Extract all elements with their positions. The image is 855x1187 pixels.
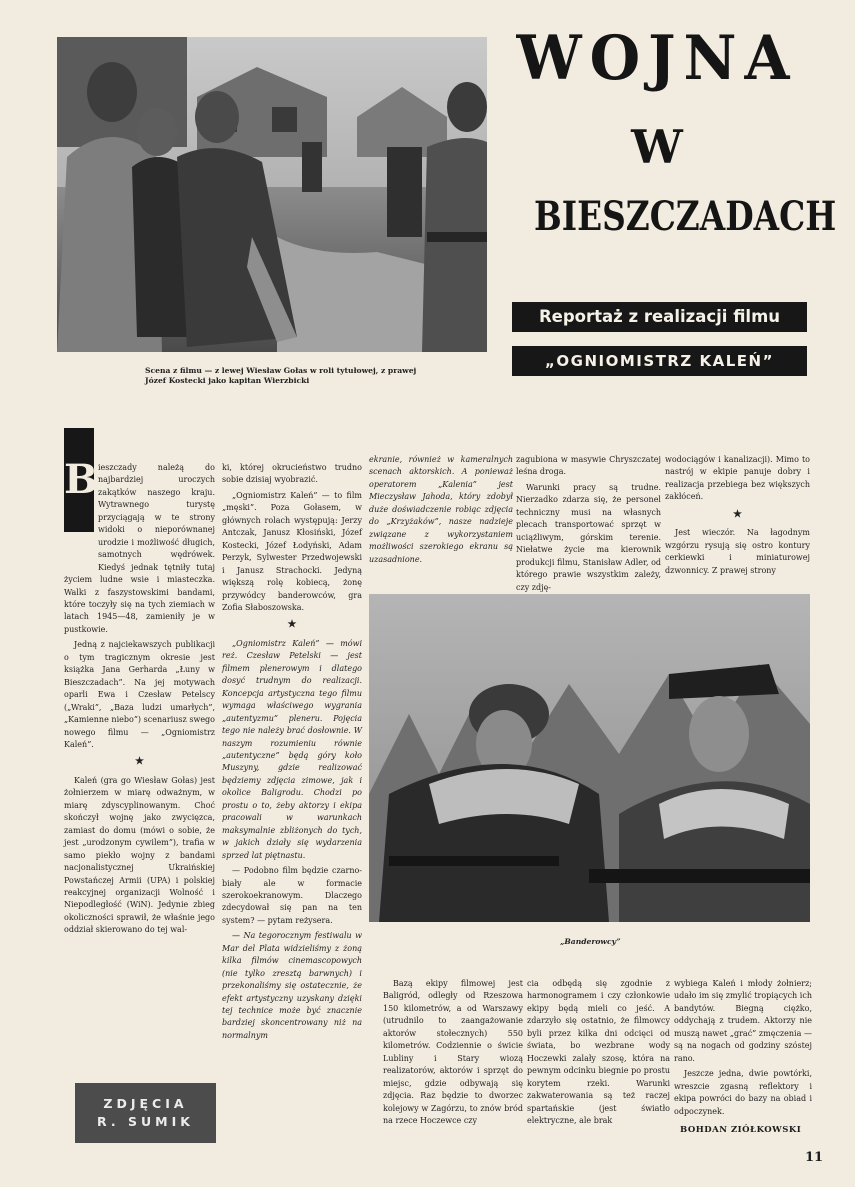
- article-column-7: [527, 978, 670, 1144]
- banderowcy-photo: [369, 594, 810, 922]
- article-column-8: [674, 978, 812, 1118]
- article-paragraph: Jest wieczór. Na łagodnym wzgórzu rysują się ostro kontury cerkiewki i miniaturowej dzwonnicy. Z prawej strony: [665, 528, 810, 575]
- photo-credit-label: ZDJĘCIA: [103, 1096, 188, 1111]
- article-paragraph: wybiega Kaleń i młody żołnierz; udało im się zmylić tropiących ich bandytów. Biegną ciężko, oddychają z trudem. Aktorzy nie muszą nawet „grać” zmęczenia — są na nogach od godziny szóstej rano.: [674, 979, 812, 1063]
- section-star: ★: [287, 619, 297, 631]
- bottom-photo-caption: „Banderowcy”: [560, 937, 621, 946]
- article-paragraph: Jeszcze jedna, dwie powtórki, wreszcie zgasną reflektory i ekipa powróci do bazy na obiad i odpoczynek.: [674, 1069, 812, 1116]
- article-paragraph: Jedną z najciekawszych publikacji o tym tragicznym okresie jest książka Jana Gerharda „Łuny w Bieszczadach”. Na jej motywach oparli Ewa i Czesław Petelscy („Wraki”, „Baza ludzi umarłych”, „Kamienne niebo”) scenariusz swego nowego filmu — „Ogniomistrz Kaleń”.: [64, 640, 215, 749]
- article-paragraph: wodociągów i kanalizacji). Mimo to nastrój w ekipie panuje dobry i realizacja przebiega bez większych zakłóceń.: [665, 455, 810, 502]
- article-paragraph: „Ogniomistrz Kaleń” — mówi reż. Czesław Petelski — jest filmem plenerowym i dlatego dosyć trudnym do realizacji. Koncepcja artystyczna tego filmu wymaga właściwego wygrania „autentyzmu” pleneru. Pojęcia tego nie należy brać dosłownie. W naszym rozumieniu równie „autentyczne” będą góry koło Muszyny, gdzie realizować będziemy zdjęcia zimowe, jak i okolice Baligrodu. Chodzi po prostu o to, żeby aktorzy i ekipa pracowali w warunkach maksymalnie zbliżonych do tych, w jakich działy się wydarzenia sprzed lat piętnastu.: [222, 638, 362, 860]
- subtitle-bar-film-title: „OGNIOMISTRZ KALEŃ”: [512, 346, 807, 376]
- article-paragraph: zagubiona w masywie Chryszczatej leśna droga.: [516, 455, 661, 477]
- headline-bieszczadach: BIESZCZADACH: [534, 193, 837, 240]
- subtitle-bar-report: Reportaż z realizacji filmu: [512, 302, 807, 332]
- article-paragraph: ki, której okrucieństwo trudno sobie dzisiaj wyobrazić.: [222, 463, 362, 485]
- film-scene-illustration: [57, 37, 487, 352]
- article-paragraph: ieszczady należą do najbardziej uroczych zakątków naszego kraju. Wytrawnego turystę przyciągają w te strony widoki o nieporównanej urodzie i możliwość długich, samotnych wędrówek. Kiedyś jednak tętniły tutaj życiem ludne wsie i miasteczka. Walki z faszystowskimi bandami, które toczyły się na tych ziemiach w latach 1945—48, zamieniły je w pustkowie.: [64, 463, 215, 634]
- section-star: ★: [135, 756, 144, 768]
- article-paragraph: — Podobno film będzie czarno-biały ale w formacie szerokoekranowym. Dlaczego zdecydował się pan na ten system? — pytam reżysera.: [222, 866, 362, 925]
- author-byline: BOHDAN ZIÓŁKOWSKI: [680, 1125, 802, 1135]
- drop-cap: B: [64, 428, 94, 532]
- article-paragraph: „Ogniomistrz Kaleń” — to film „męski”. Poza Gołasem, w głównych rolach występują: Jerzy Antczak, Janusz Kłosiński, Józef Kostecki, Józef Łodyński, Adam Perzyk, Sylwester Przedwojewski i Janusz Strachocki. Jedyną większą rolę kobiecą, żonę przywódcy banderowców, gra Zofia Słaboszowska.: [222, 490, 362, 612]
- article-paragraph: Kaleń (gra go Wiesław Gołas) jest żołnierzem w miarę odważnym, w miarę zdyscyplinowanym. Choć skończył wojnę jako zwycięzca, zamiast do domu (mówi o sobie, że jest „urodzonym cywilem”), trafia w samo piekło wojny z bandami nacjonalistycznej Ukraińskiej Powstańczej Armii (UPA) i polskiej reakcyjnej organizacji Wolność i Niepodległość (WiN). Jedynie zbieg okoliczności sprawił, że właśnie jego oddział skierowano do tej wal-: [64, 775, 215, 935]
- article-column-6: [383, 978, 523, 1144]
- drop-cap-spacer: [64, 462, 98, 562]
- article-column-5: [665, 454, 810, 587]
- film-scene-photo: [57, 37, 487, 352]
- article-column-2: [222, 462, 362, 1145]
- article-column-1: [64, 462, 215, 1078]
- page-number: 11: [805, 1150, 824, 1165]
- headline-w: W: [631, 120, 683, 174]
- photo-credit-name: R. SUMIK: [97, 1114, 194, 1129]
- article-column-4: [516, 454, 661, 592]
- article-paragraph: Bazą ekipy filmowej jest Baligród, odległy od Rzeszowa 150 kilometrów, a od Warszawy (utrudnilo to zaangażowanie aktorów stołecznych) 550 kilometrów. Codziennie o świcie Lubliny i Stary wiozą realizatorów, aktorów i sprzęt do miejsc, gdzie odbywają się zdjęcia. Raz będzie to dworzec kolejowy w Zagórzu, to znów bród na rzece Hoczewce czy: [383, 979, 523, 1125]
- top-photo-caption: Scena z filmu — z lewej Wiesław Gołas w roli tytułowej, z prawej Józef Kostecki jako kapitan Wierzbicki: [145, 366, 417, 385]
- article-paragraph: ekranie, również w kameralnych scenach aktorskich. A ponieważ operatorem „Kalenia” jest Mieczysław Jahoda, który zdobył duże doświadczenie robiąc zdjęcia do „Krzyżaków”, nasze nadzieje związane z wykorzystaniem możliwości szerokiego ekranu są uzasadnione.: [369, 455, 513, 564]
- section-star: ★: [733, 508, 742, 520]
- article-column-3: [369, 454, 513, 587]
- photo-credit-box: [75, 1083, 216, 1143]
- headline-wojna: WOJNA: [516, 22, 798, 94]
- article-paragraph: Warunki pracy są trudne. Nierzadko zdarza się, że personel techniczny musi na własnych plecach transportować sprzęt w uciążliwym, górskim terenie. Niełatwe życie ma kierownik produkcji filmu, Stanisław Adler, od którego prawie wszystkim zależy, czy zdję-: [516, 482, 661, 592]
- article-paragraph: — Na tegorocznym festiwalu w Mar del Plata widzieliśmy z żoną kilka filmów cinemascopowych (nie tylko zresztą barwnych) i przekonaliśmy się ostatecznie, że efekt artystyczny uzyskany dzięki tej technice może być znacznie bardziej skoncentrowany niż na normalnym: [222, 931, 362, 1040]
- article-paragraph: cia odbędą się zgodnie z harmonogramem i czy członkowie ekipy będą mieli co jeść. A zdarzyło się ostatnio, że filmowcy byli przez kilka dni odcięci od świata, bo wezbrane wody Hoczewki zalały szosę, która na pewnym odcinku biegnie po prostu korytem rzeki. Warunki zakwaterowania są też raczej spartańskie (jest światło elektryczne, ale brak: [527, 979, 670, 1125]
- banderowcy-illustration: [369, 594, 810, 922]
